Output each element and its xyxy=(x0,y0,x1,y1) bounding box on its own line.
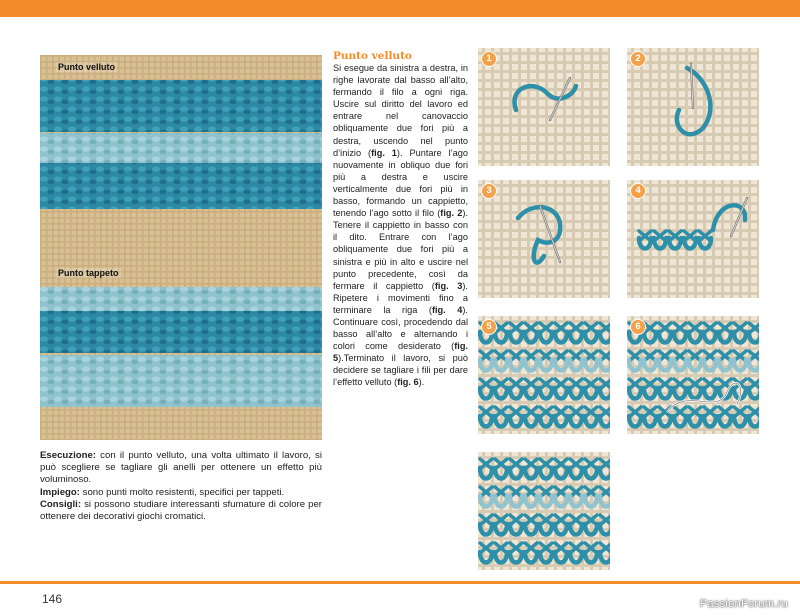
top-accent-bar xyxy=(0,0,800,17)
figure-reference: fig. 1 xyxy=(371,147,397,158)
figure-reference: fig. 3 xyxy=(434,280,463,291)
paragraph-text: ). Ripetere i movimenti fino a terminare la riga ( xyxy=(333,280,468,315)
figure-number: 6 xyxy=(630,319,646,335)
notes-block xyxy=(40,450,322,523)
consigli-label: Consigli: xyxy=(40,498,82,510)
page-number: 146 xyxy=(42,592,63,606)
paragraph-text: Si esegue da sinistra a destra, in righe lavorate dal basso all’alto, fermando il filo a ogni riga. Uscire sul diritto del lavoro ed entrare nel canovaccio obliquamente due fori più a destra, uscendo nel punto d’inizio ( xyxy=(333,63,468,158)
cut-loops-icon xyxy=(627,316,759,434)
consigli-text: si possono studiare interessanti sfumature di colore per ottenere dei decorativi giochi cromatici. xyxy=(40,498,322,523)
impiego-text: sono punti molto resistenti, specifici per tappeti. xyxy=(79,486,285,498)
paragraph-text: ). Continuare così, procedendo dal basso all’alto e alternando i colori come desiderato ( xyxy=(333,304,468,352)
instructions-paragraph xyxy=(333,62,468,389)
paragraph-text: ). Tenere il cappietto in basso con il dito. Entrare con l’ago obliquamente due fori più a sinistra e più in alto e uscire nel punto precedente, così da fermare il cappietto ( xyxy=(333,208,468,291)
figure-number: 3 xyxy=(481,183,497,199)
figure-reference: fig. 5 xyxy=(333,341,468,364)
impiego-label: Impiego: xyxy=(40,486,80,498)
figure-6 xyxy=(627,316,759,434)
figure-reference: fig. 6 xyxy=(397,377,419,388)
figure-reference: fig. 2 xyxy=(440,208,463,219)
figure-number: 4 xyxy=(630,183,646,199)
figure-3 xyxy=(478,180,610,298)
figure-5 xyxy=(478,316,610,434)
photo-label-velluto: Punto velluto xyxy=(58,62,115,72)
section-title: Punto velluto xyxy=(333,50,412,62)
needle-row-step4-icon xyxy=(627,180,759,298)
figure-2 xyxy=(627,48,759,166)
paragraph-text: ). xyxy=(418,377,425,388)
watermark: PassionForum.ru xyxy=(699,598,788,610)
figure-number: 5 xyxy=(481,319,497,335)
figure-number: 1 xyxy=(481,51,497,67)
bottom-accent-bar xyxy=(0,581,800,584)
needle-loop-step3-icon xyxy=(478,180,610,298)
esecuzione-label: Esecuzione: xyxy=(40,450,96,461)
esecuzione-text: con il punto velluto, una volta ultimato il lavoro, si può scegliere se tagliare gli anelli per ottenere un effetto più voluminoso. xyxy=(40,450,322,486)
figure-1 xyxy=(478,48,610,166)
figure-number: 2 xyxy=(630,51,646,67)
paragraph-text: ).Terminato il lavoro, si può decidere se tagliare i fili per dare l’effetto velluto ( xyxy=(333,353,468,388)
photo-label-tappeto: Punto tappeto xyxy=(58,268,119,278)
needle-loop-step1-icon xyxy=(478,48,610,166)
yarn-photo xyxy=(40,55,322,440)
figure-reference: fig. 4 xyxy=(431,304,463,315)
finished-pattern-icon xyxy=(478,452,610,570)
paragraph-text: ). Puntare l’ago nuovamente in obliquo due fori più a destra e uscire verticalmente due fori più in basso, formando un cappietto, tenendo l’ago sotto il filo ( xyxy=(333,147,468,219)
figure-7 xyxy=(478,452,610,570)
alternating-rows-icon xyxy=(478,316,610,434)
needle-loop-step2-icon xyxy=(627,48,759,166)
figure-4 xyxy=(627,180,759,298)
